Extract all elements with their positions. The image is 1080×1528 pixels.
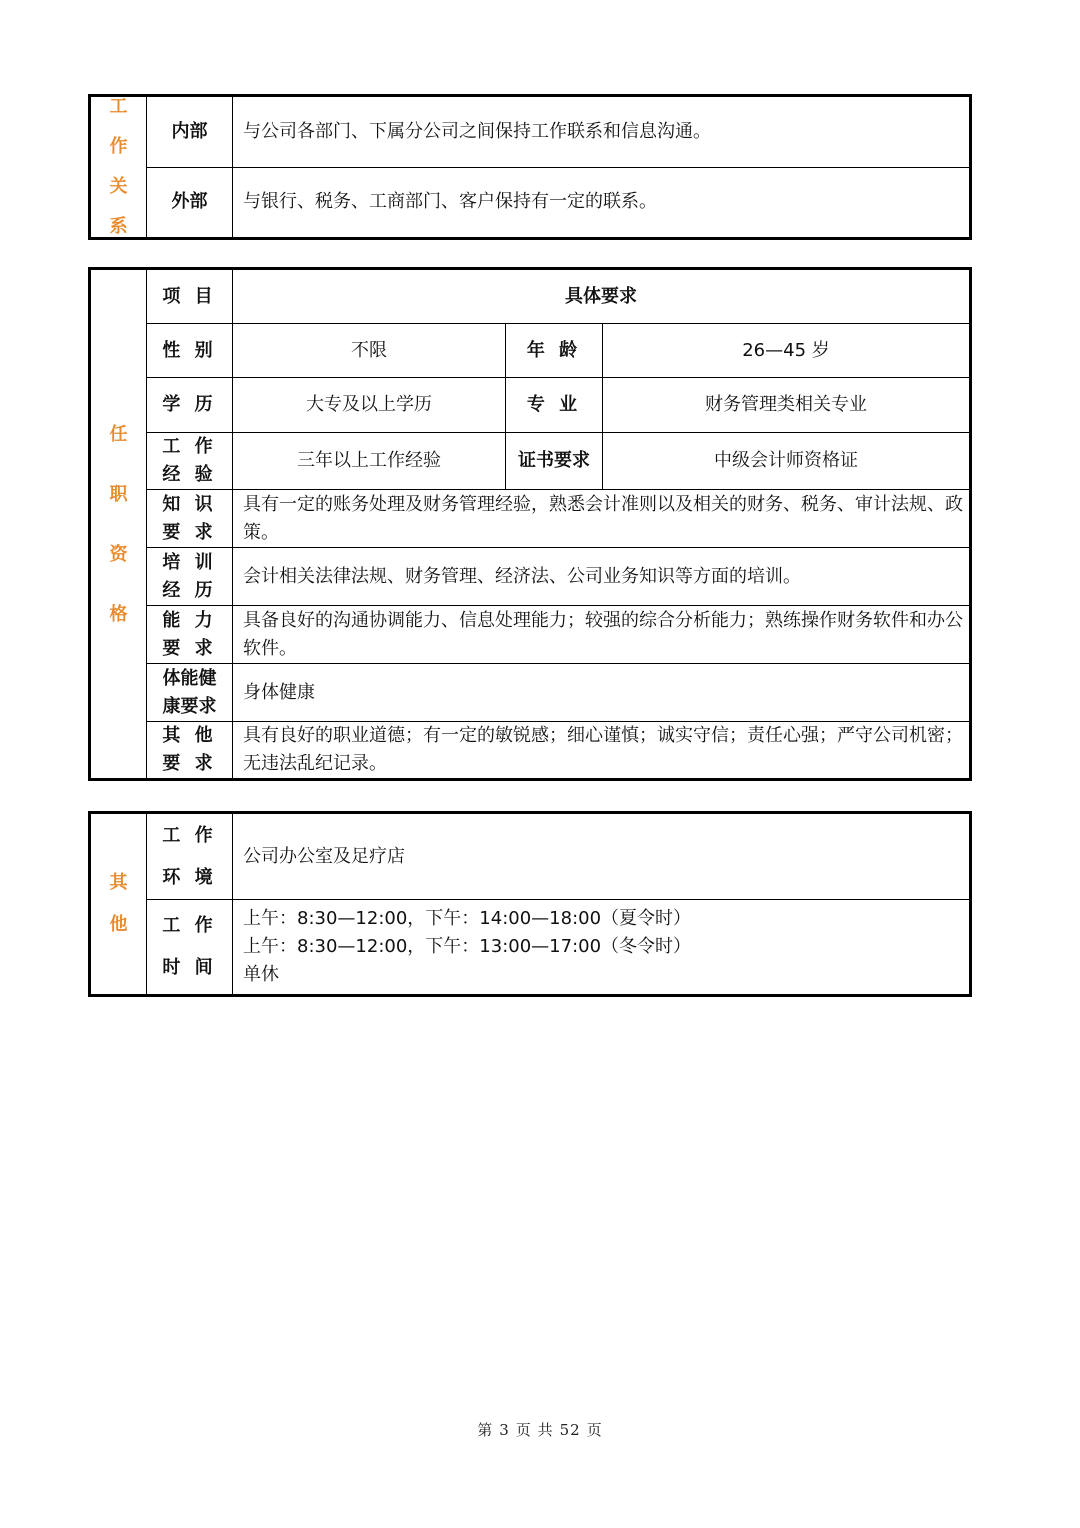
label-line: 培 训 <box>162 551 217 573</box>
label-line: 知 识 <box>162 493 217 515</box>
hours-line: 上午：8:30—12:00，下午：14:00—18:00（夏令时） <box>243 908 692 929</box>
hours-value <box>233 900 971 996</box>
experience-label <box>147 433 233 490</box>
side-char: 作 <box>109 136 128 157</box>
side-char: 系 <box>109 216 128 237</box>
age-label: 年 龄 <box>506 324 603 378</box>
hours-label <box>147 900 233 996</box>
experience-value: 三年以上工作经验 <box>233 433 506 490</box>
qualifications-table <box>88 267 972 781</box>
label-line: 能 力 <box>162 609 217 631</box>
footer-page-number: 3 <box>499 1421 510 1439</box>
side-char: 任 <box>109 424 128 445</box>
gender-label: 性 别 <box>147 324 233 378</box>
item-header-label: 项 目 <box>147 269 233 324</box>
footer-mid: 页 共 <box>515 1421 554 1439</box>
training-value: 会计相关法律法规、财务管理、经济法、公司业务知识等方面的培训。 <box>233 548 971 606</box>
age-value: 26—45 岁 <box>603 324 971 378</box>
page-footer <box>0 1419 1080 1440</box>
label-line: 其 他 <box>162 725 217 746</box>
label-line: 要 求 <box>162 753 217 774</box>
health-value: 身体健康 <box>233 664 971 722</box>
gender-value: 不限 <box>233 324 506 378</box>
other-req-label <box>147 722 233 780</box>
label-line: 时 间 <box>162 957 217 978</box>
training-label <box>147 548 233 606</box>
qualifications-side-label <box>90 269 147 780</box>
label-line: 经 验 <box>162 464 217 485</box>
label-line: 工 作 <box>162 915 217 936</box>
health-label <box>147 664 233 722</box>
work-relations-table <box>88 94 972 240</box>
label-line: 康要求 <box>162 695 217 717</box>
others-table <box>88 811 972 997</box>
environment-value: 公司办公室及足疗店 <box>233 813 971 900</box>
footer-prefix: 第 <box>477 1421 494 1439</box>
label-line: 工 作 <box>162 824 217 846</box>
major-value: 财务管理类相关专业 <box>603 378 971 433</box>
knowledge-value: 具有一定的账务处理及财务管理经验，熟悉会计准则以及相关的财务、税务、审计法规、政策。 <box>233 490 971 548</box>
education-label: 学 历 <box>147 378 233 433</box>
footer-total-pages: 52 <box>559 1421 581 1439</box>
ability-label <box>147 606 233 664</box>
label-line: 环 境 <box>162 866 217 888</box>
internal-label: 内部 <box>147 96 233 168</box>
side-char: 工 <box>109 97 128 117</box>
major-label: 专 业 <box>506 378 603 433</box>
side-char: 其 <box>109 872 128 893</box>
side-char: 关 <box>109 176 128 197</box>
external-label: 外部 <box>147 167 233 239</box>
label-line: 体能健 <box>162 667 217 689</box>
knowledge-label <box>147 490 233 548</box>
external-text: 与银行、税务、工商部门、客户保持有一定的联系。 <box>233 167 971 239</box>
label-line: 要 求 <box>162 521 217 543</box>
ability-value: 具备良好的沟通协调能力、信息处理能力；较强的综合分析能力；熟练操作财务软件和办公软件。 <box>233 606 971 664</box>
side-char: 资 <box>109 544 128 565</box>
label-line: 要 求 <box>162 637 217 659</box>
others-side-label <box>90 813 147 996</box>
label-line: 经 历 <box>162 579 217 601</box>
work-relations-side-label <box>90 96 147 239</box>
hours-line: 上午：8:30—12:00，下午：13:00—17:00（冬令时） <box>243 936 692 957</box>
other-req-value: 具有良好的职业道德；有一定的敏锐感；细心谨慎；诚实守信；责任心强；严守公司机密；无违法乱纪记录。 <box>233 722 971 780</box>
certificate-value: 中级会计师资格证 <box>603 433 971 490</box>
hours-line: 单休 <box>243 964 279 985</box>
side-char: 格 <box>109 604 128 625</box>
certificate-label: 证书要求 <box>506 433 603 490</box>
side-char: 他 <box>109 914 128 935</box>
footer-suffix: 页 <box>586 1421 603 1439</box>
internal-text: 与公司各部门、下属分公司之间保持工作联系和信息沟通。 <box>233 96 971 168</box>
environment-label <box>147 813 233 900</box>
education-value: 大专及以上学历 <box>233 378 506 433</box>
side-char: 职 <box>109 484 128 505</box>
requirement-header: 具体要求 <box>233 269 971 324</box>
label-line: 工 作 <box>162 436 217 457</box>
